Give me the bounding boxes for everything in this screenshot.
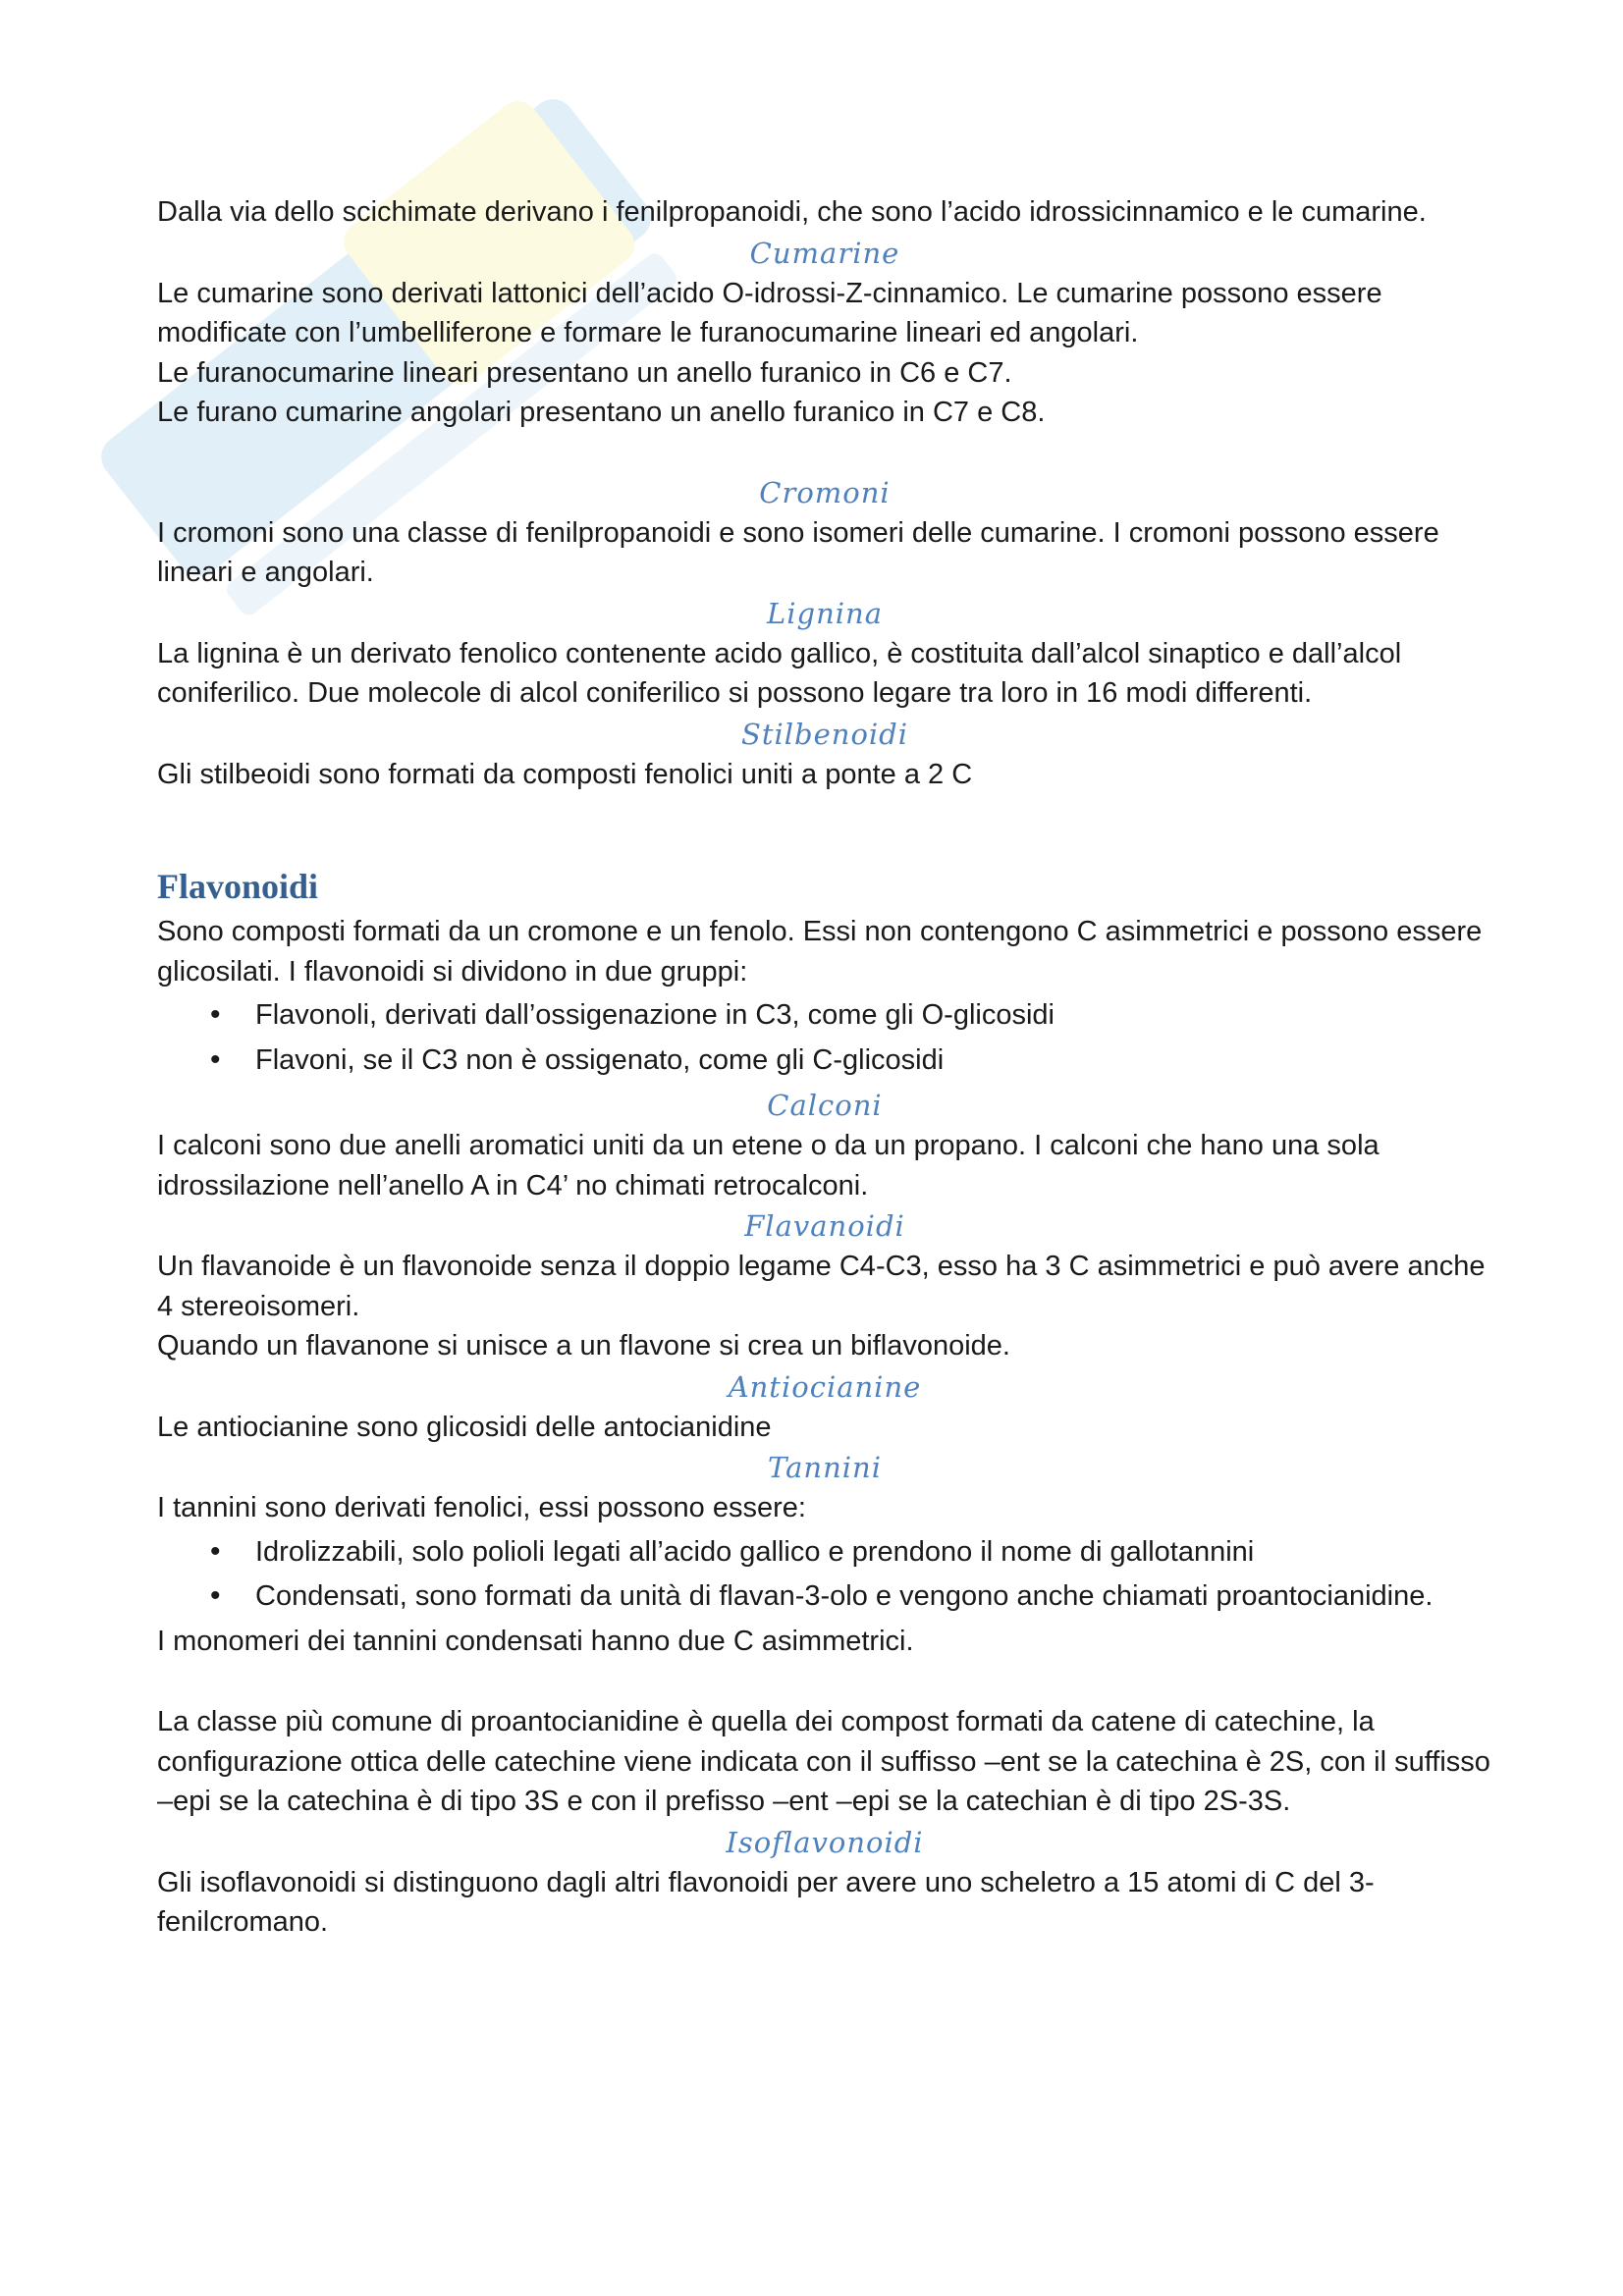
tannini-list xyxy=(157,1532,1492,1617)
lignina-paragraph: La lignina è un derivato fenolico contenente acido gallico, è costituita dall’alcol sinaptico e dall’alcol coniferilico. Due molecole di alcol coniferilico si possono legare tra loro in 16 modi differenti. xyxy=(157,637,1402,709)
list-item: • Flavonoli, derivati dall’ossigenazione in C3, come gli O-glicosidi xyxy=(255,995,1492,1036)
list-item: • Condensati, sono formati da unità di flavan-3-olo e vengono anche chiamati proantocianidine. xyxy=(255,1576,1492,1617)
subheading-stilbenoidi: Stilbenoidi xyxy=(740,717,909,751)
flavanoidi-paragraph-1: Un flavanoide è un flavonoide senza il doppio legame C4-C3, esso ha 3 C asimmetrici e può avere anche 4 stereoisomeri. xyxy=(157,1251,1486,1322)
subheading-lignina: Lignina xyxy=(766,596,883,630)
subheading-antiocianine: Antiocianine xyxy=(728,1369,922,1404)
subheading-isoflavonoidi: Isoflavonoidi xyxy=(726,1825,924,1859)
tannini-paragraph-1: I tannini sono derivati fenolici, essi possono essere: xyxy=(157,1492,806,1523)
subheading-cumarine: Cumarine xyxy=(749,236,900,270)
isoflavonoidi-paragraph: Gli isoflavonoidi si distinguono dagli altri flavonoidi per avere uno scheletro a 15 atomi di C del 3-fenilcromano. xyxy=(157,1866,1375,1938)
tannini-paragraph-3: La classe più comune di proantocianidine è quella dei compost formati da catene di catechine, la configurazione ottica delle catechine viene indicata con il suffisso –ent se la catechina è 2S, con il suffisso xyxy=(157,1706,1490,1778)
subheading-flavanoidi: Flavanoidi xyxy=(744,1209,905,1243)
cumarine-paragraph-2: Le furanocumarine lineari presentano un anello furanico in C6 e C7. xyxy=(157,356,1012,389)
antiocianine-paragraph: Le antiocianine sono glicosidi delle antocianidine xyxy=(157,1411,772,1443)
tannini-paragraph-4: –epi se la catechina è di tipo 3S e con il prefisso –ent –epi se la catechian è di tipo 2S-3S. xyxy=(157,1786,1291,1817)
intro-paragraph: Dalla via dello scichimate derivano i fenilpropanoidi, che sono l’acido idrossicinnamico e le cumarine. xyxy=(157,196,1427,228)
subheading-cromoni: Cromoni xyxy=(759,475,891,509)
flavanoidi-paragraph-2: Quando un flavanone si unisce a un flavone si crea un biflavonoide. xyxy=(157,1330,1010,1362)
cromoni-paragraph: I cromoni sono una classe di fenilpropanoidi e sono isomeri delle cumarine. I cromoni possono essere lineari e angolari. xyxy=(157,516,1439,588)
document-page xyxy=(157,192,1492,1943)
flavonoidi-paragraph: Sono composti formati da un cromone e un fenolo. Essi non contengono C asimmetrici e possono essere glicosilati. I flavonoidi si dividono in due gruppi: xyxy=(157,916,1483,988)
flavonoidi-list xyxy=(157,995,1492,1080)
subheading-calconi: Calconi xyxy=(767,1089,883,1122)
cumarine-paragraph-1: Le cumarine sono derivati lattonici dell’acido O-idrossi-Z-cinnamico. Le cumarine possono essere modificate con l’umbelliferone e formare le furanocumarine lineari ed angolari. xyxy=(157,277,1382,348)
stilbenoidi-paragraph: Gli stilbeoidi sono formati da composti fenolici uniti a ponte a 2 C xyxy=(157,758,973,790)
subheading-tannini: Tannini xyxy=(768,1451,882,1484)
tannini-paragraph-2: I monomeri dei tannini condensati hanno due C asimmetrici. xyxy=(157,1625,914,1657)
cumarine-paragraph-3: Le furano cumarine angolari presentano un anello furanico in C7 e C8. xyxy=(157,397,1046,428)
list-item: • Flavoni, se il C3 non è ossigenato, come gli C-glicosidi xyxy=(255,1041,1492,1081)
heading-flavonoidi: Flavonoidi xyxy=(157,867,319,906)
calconi-paragraph: I calconi sono due anelli aromatici uniti da un etene o da un propano. I calconi che hano una sola idrossilazione nell’anello A in C4’ no chimati retrocalconi. xyxy=(157,1130,1380,1201)
list-item: • Idrolizzabili, solo polioli legati all’acido gallico e prendono il nome di gallotannini xyxy=(255,1532,1492,1573)
